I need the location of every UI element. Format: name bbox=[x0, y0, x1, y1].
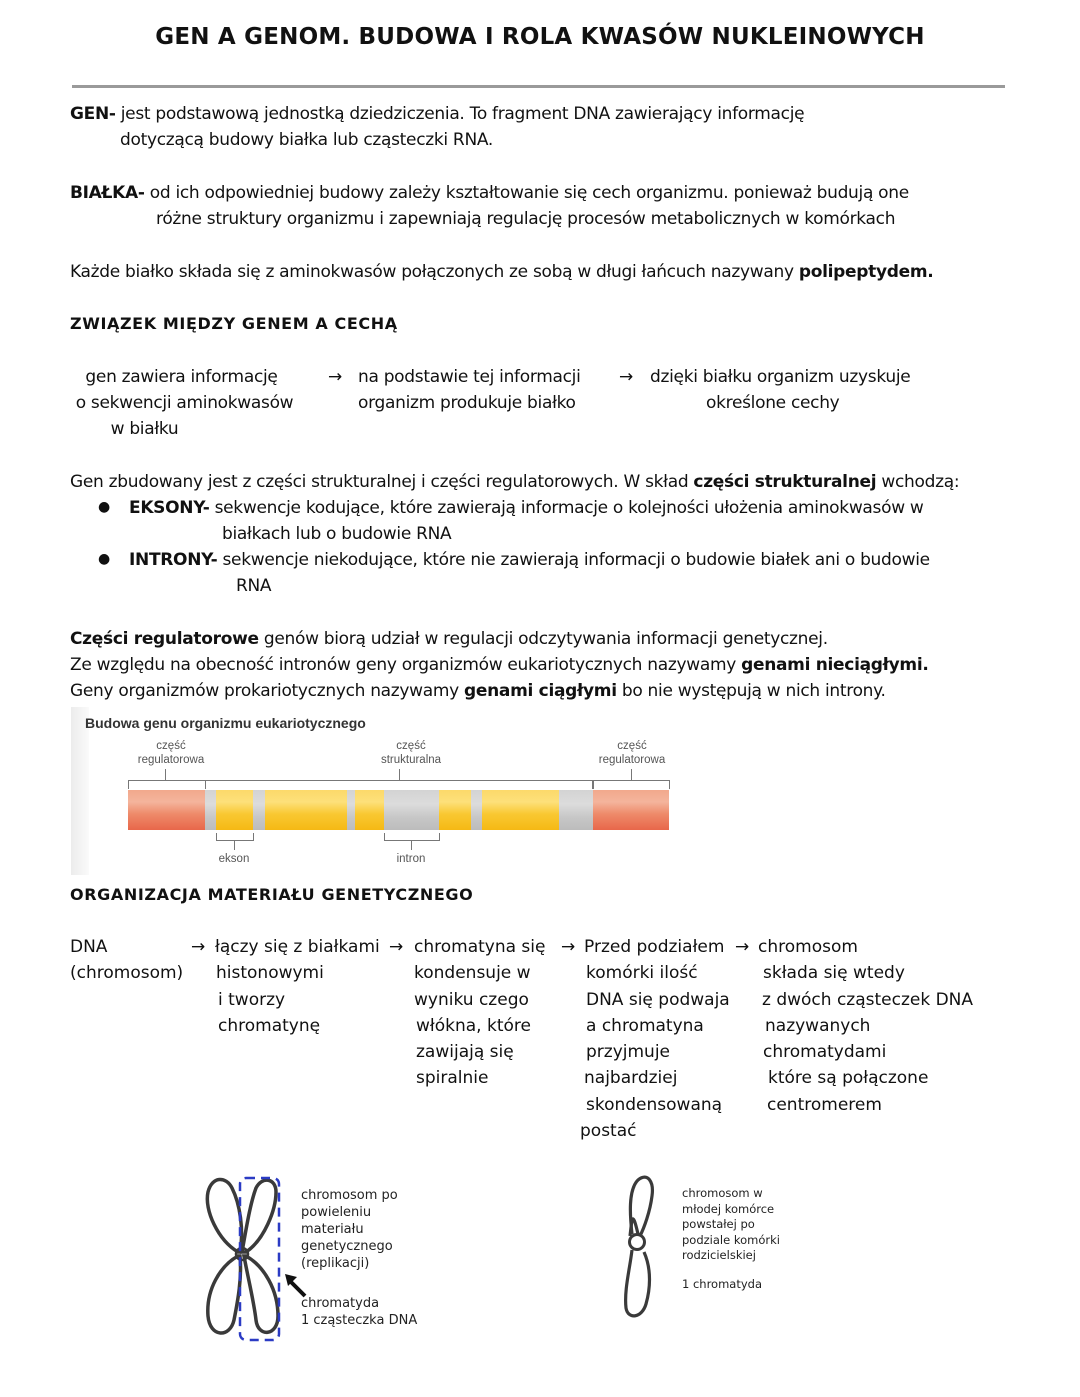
organizacja-col1 bbox=[70, 934, 183, 987]
polipeptyd-bold: polipeptydem. bbox=[798, 262, 934, 282]
org-line: (chromosom) bbox=[70, 963, 184, 984]
zwiazek-col3-line: dzięki białku organizm uzyskuje bbox=[650, 367, 911, 387]
label-line: regulatorowa bbox=[598, 754, 666, 766]
org-line: chromatyna się bbox=[414, 937, 546, 957]
gen-term: GEN- bbox=[70, 104, 116, 124]
org-line: najbardziej bbox=[584, 1068, 678, 1089]
org-line: włókna, które bbox=[416, 1015, 531, 1036]
polipeptyd-sentence bbox=[70, 259, 933, 285]
arrow-icon: → bbox=[191, 937, 206, 957]
label-regulatory-right bbox=[582, 739, 682, 767]
org-line: które są połączone bbox=[768, 1068, 929, 1089]
caption-one-chromatid: 1 chromatyda bbox=[682, 1277, 763, 1291]
arrow-icon: → bbox=[328, 367, 342, 387]
arrow-icon: → bbox=[735, 937, 750, 957]
label-line: część bbox=[156, 740, 186, 752]
regulatorowe-line1 bbox=[70, 626, 828, 652]
bracket-stem bbox=[399, 769, 400, 780]
caption-line: chromosom w bbox=[682, 1186, 763, 1200]
page-title: GEN A GENOM. BUDOWA I ROLA KWASÓW NUKLEINOWYCH bbox=[155, 24, 925, 50]
org-line: z dwóch cząsteczek DNA bbox=[762, 989, 974, 1010]
bullet-introny bbox=[129, 547, 930, 573]
caption-line: (replikacji) bbox=[301, 1256, 370, 1271]
bullet-icon: ● bbox=[98, 551, 111, 567]
gen-def-line2: dotyczącą budowy białka lub cząsteczki RNA. bbox=[120, 130, 493, 150]
org-line: kondensuje w bbox=[414, 963, 531, 984]
caption-line: chromatyda bbox=[301, 1296, 380, 1311]
segment-exon bbox=[439, 790, 471, 830]
bracket-stem bbox=[165, 769, 166, 780]
org-line: i tworzy bbox=[218, 989, 286, 1010]
org-line: zawijają się bbox=[416, 1042, 514, 1063]
bracket-exon bbox=[216, 833, 254, 841]
label-regulatory-left bbox=[121, 739, 221, 767]
caption-line: powstałej po bbox=[682, 1217, 755, 1231]
struktura-intro bbox=[70, 469, 959, 495]
bialka-definition bbox=[70, 180, 909, 206]
ciagle-end: bo nie występują w nich introny. bbox=[616, 681, 886, 701]
org-line: komórki ilość bbox=[586, 963, 698, 984]
zwiazek-col1-line: gen zawiera informację bbox=[85, 367, 278, 387]
org-line: łączy się z białkami bbox=[215, 937, 380, 957]
segment-intron bbox=[205, 790, 216, 830]
bracket-stem bbox=[234, 841, 235, 850]
label-line: strukturalna bbox=[380, 754, 442, 766]
segment-exon bbox=[216, 790, 253, 830]
organizacja-col2 bbox=[215, 934, 380, 1039]
org-line: DNA bbox=[70, 937, 108, 957]
zwiazek-col1-line: o sekwencji aminokwasów bbox=[75, 393, 294, 413]
org-line: przyjmuje bbox=[586, 1042, 671, 1063]
regulatorowe-bold: Części regulatorowe bbox=[70, 629, 259, 649]
eksony-line1: sekwencje kodujące, które zawierają informacje o kolejności ułożenia aminokwasów w bbox=[209, 498, 924, 518]
caption-line: 1 cząsteczka DNA bbox=[301, 1313, 418, 1328]
polipeptyd-text: Każde białko składa się z aminokwasów połączonych ze sobą w długi łańcuch nazywany bbox=[70, 262, 799, 282]
bullet-eksony bbox=[129, 495, 924, 521]
chromosome-single-icon bbox=[620, 1172, 670, 1320]
label-line: część bbox=[617, 740, 647, 752]
eksony-term: EKSONY- bbox=[129, 498, 210, 518]
segment-regulatory-left bbox=[128, 790, 205, 830]
bialka-term: BIAŁKA- bbox=[70, 183, 145, 203]
caption-line: rodzicielskiej bbox=[682, 1248, 756, 1262]
introny-term: INTRONY- bbox=[129, 550, 218, 570]
segment-intron bbox=[471, 790, 482, 830]
segment-intron bbox=[559, 790, 593, 830]
label-line: regulatorowa bbox=[137, 754, 205, 766]
bialka-def-line1: od ich odpowiedniej budowy zależy kształtowanie się cech organizmu. ponieważ budują one bbox=[144, 183, 909, 203]
caption-line: podziale komórki bbox=[682, 1232, 780, 1247]
bullet-icon: ● bbox=[98, 499, 111, 515]
label-structural bbox=[361, 739, 461, 767]
introny-line1: sekwencje niekodujące, które nie zawierają informacji o budowie białek ani o budowie bbox=[217, 550, 930, 570]
org-line: nazywanych bbox=[765, 1015, 871, 1036]
arrow-icon: → bbox=[389, 937, 404, 957]
label-line: część bbox=[396, 740, 426, 752]
gene-structure-diagram bbox=[71, 707, 685, 875]
title-divider bbox=[72, 85, 1005, 88]
caption-replicated bbox=[301, 1187, 398, 1272]
caption-line: chromosom po bbox=[301, 1188, 398, 1203]
struktura-intro-bold: części strukturalnej bbox=[693, 472, 877, 492]
section-heading-zwiazek: ZWIĄZEK MIĘDZY GENEM A CECHĄ bbox=[70, 314, 398, 333]
caption-line: genetycznego bbox=[301, 1239, 393, 1254]
regulatorowe-line2 bbox=[70, 652, 929, 678]
zwiazek-col2-line: na podstawie tej informacji bbox=[358, 367, 581, 387]
bracket-regulatory-left bbox=[128, 780, 206, 789]
ciagle-bold: genami ciągłymi bbox=[464, 681, 617, 701]
arrow-icon: → bbox=[561, 937, 576, 957]
org-line: chromatynę bbox=[218, 1015, 321, 1036]
zwiazek-col2-line: organizm produkuje białko bbox=[358, 393, 576, 413]
organizacja-col3 bbox=[414, 934, 545, 1092]
chromosome-replicated-figure bbox=[200, 1170, 300, 1342]
segment-exon bbox=[355, 790, 384, 830]
caption-line: młodej komórce bbox=[682, 1201, 775, 1216]
label-intron: intron bbox=[396, 853, 426, 865]
org-line: Przed podziałem bbox=[584, 937, 725, 957]
eksony-line2: białkach lub o budowie RNA bbox=[222, 524, 452, 544]
chromosome-x-icon bbox=[200, 1170, 300, 1342]
organizacja-col4 bbox=[580, 934, 730, 1144]
ciagle-text: Geny organizmów prokariotycznych nazywamy bbox=[70, 681, 465, 701]
segment-exon bbox=[482, 790, 559, 830]
diagram-side-strip bbox=[71, 707, 89, 875]
arrow-icon: → bbox=[619, 367, 633, 387]
caption-young-cell bbox=[682, 1186, 780, 1264]
label-exon: ekson bbox=[218, 853, 250, 865]
nieciagle-text: Ze względu na obecność intronów geny organizmów eukariotycznych nazywamy bbox=[70, 655, 742, 675]
org-line: chromatydami bbox=[763, 1042, 887, 1063]
struktura-intro-end: wchodzą: bbox=[876, 472, 960, 492]
org-line: centromerem bbox=[767, 1094, 882, 1115]
org-line: histonowymi bbox=[216, 963, 324, 984]
segment-intron bbox=[347, 790, 355, 830]
caption-line: powieleniu bbox=[301, 1205, 372, 1220]
introny-line2: RNA bbox=[236, 576, 272, 596]
caption-line: materiału bbox=[301, 1222, 364, 1237]
struktura-intro-text: Gen zbudowany jest z części strukturalnej i części regulatorowych. W skład bbox=[70, 472, 694, 492]
zwiazek-col1 bbox=[68, 364, 313, 442]
segment-regulatory-right bbox=[593, 790, 669, 830]
bracket-stem bbox=[631, 769, 632, 780]
bialka-def-line2: różne struktury organizmu i zapewniają regulację procesów metabolicznych w komórkach bbox=[156, 209, 896, 229]
org-line: chromosom bbox=[758, 937, 858, 957]
gen-definition bbox=[70, 101, 804, 127]
org-line: a chromatyna bbox=[586, 1015, 704, 1036]
zwiazek-col3-line: określone cechy bbox=[706, 393, 840, 413]
section-heading-organizacja: ORGANIZACJA MATERIAŁU GENETYCZNEGO bbox=[70, 885, 474, 904]
bracket-stem bbox=[411, 841, 412, 850]
zwiazek-col2 bbox=[358, 364, 581, 416]
org-line: spiralnie bbox=[416, 1068, 489, 1089]
org-line: DNA się podwaja bbox=[586, 989, 730, 1010]
gen-def-line1: jest podstawową jednostką dziedziczenia. To fragment DNA zawierający informację bbox=[115, 104, 805, 124]
segment-exon bbox=[265, 790, 347, 830]
segment-intron bbox=[253, 790, 265, 830]
org-line: skondensowaną bbox=[586, 1094, 723, 1115]
nieciagle-bold: genami nieciągłymi. bbox=[741, 655, 929, 675]
bracket-intron bbox=[384, 833, 440, 841]
bracket-regulatory-right bbox=[593, 780, 670, 789]
chromosome-single-figure bbox=[620, 1172, 670, 1320]
caption-chromatid bbox=[301, 1295, 417, 1329]
org-line: składa się wtedy bbox=[763, 963, 905, 984]
bracket-structural bbox=[205, 780, 593, 789]
org-line: wyniku czego bbox=[414, 989, 529, 1010]
segment-intron bbox=[384, 790, 439, 830]
organizacja-col5 bbox=[758, 934, 973, 1118]
regulatorowe-line3 bbox=[70, 678, 886, 704]
org-line: postać bbox=[580, 1121, 637, 1142]
zwiazek-col1-line: w białku bbox=[110, 419, 179, 439]
zwiazek-col3 bbox=[650, 364, 910, 416]
regulatorowe-text: genów biorą udział w regulacji odczytywania informacji genetycznej. bbox=[258, 629, 828, 649]
diagram-title: Budowa genu organizmu eukariotycznego bbox=[85, 715, 366, 731]
